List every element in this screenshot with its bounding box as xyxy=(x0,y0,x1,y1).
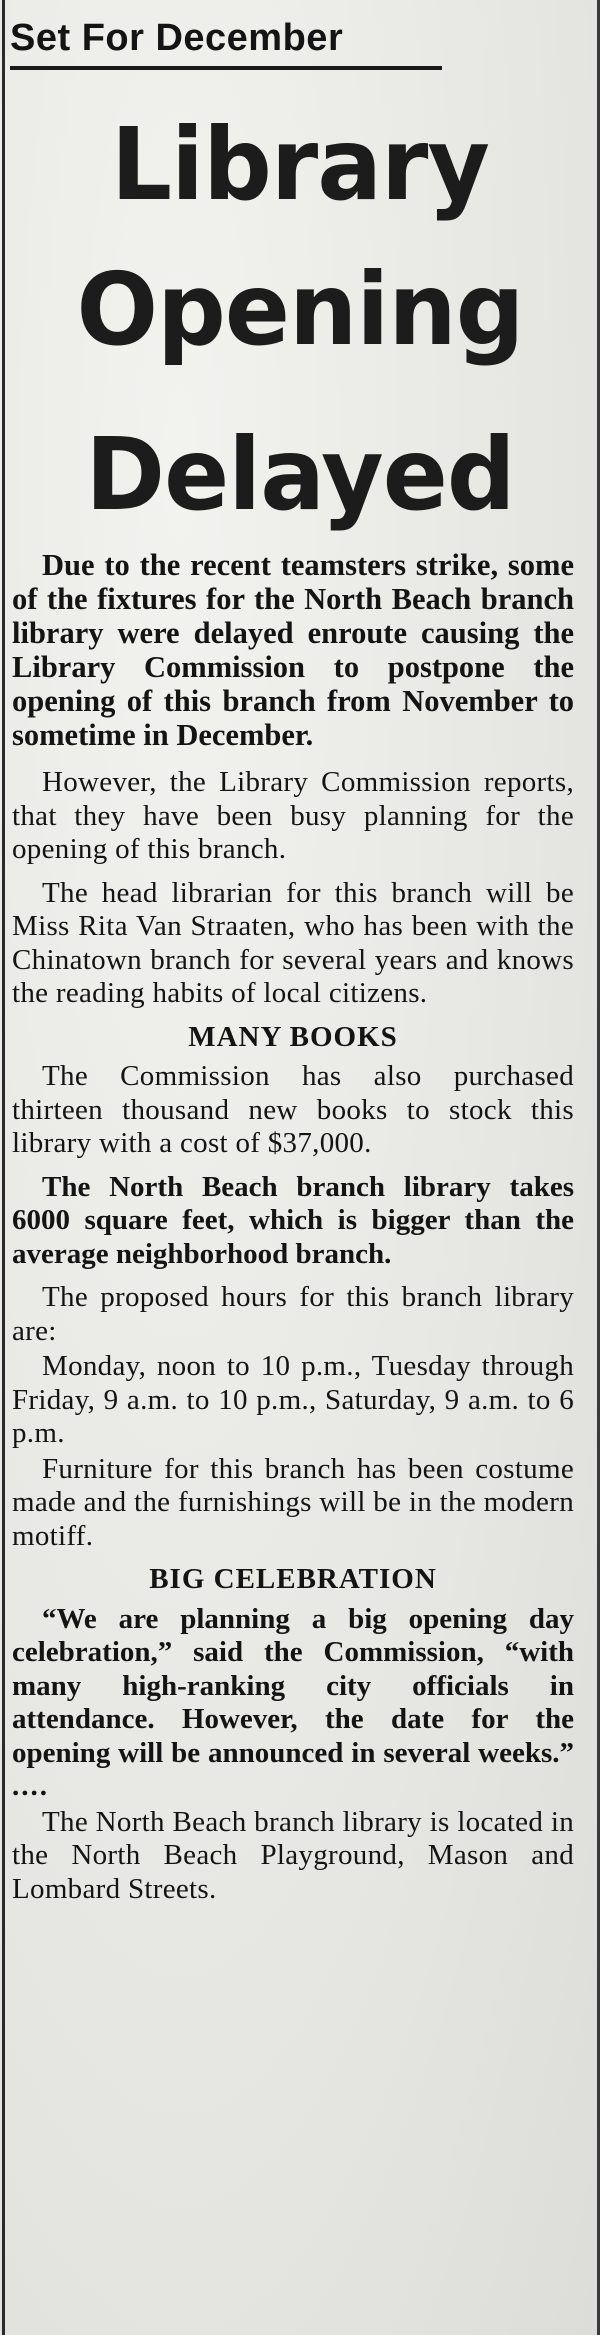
kicker-headline: Set For December xyxy=(10,17,344,59)
paragraph-12: The North Beach branch library is located in the North Beach Playground, Mason and Lombard Streets. xyxy=(12,1805,574,1905)
column-rule-left xyxy=(2,0,5,2335)
paragraph-lead: Due to the recent teamsters strike, some of the fixtures for the North Beach branch library were delayed enroute causing the Library Commission to postpone the opening of this branch from November to sometime in December. xyxy=(12,548,574,752)
paragraph-7: The proposed hours for this branch library are: xyxy=(12,1281,574,1347)
paragraph-11 xyxy=(12,1603,574,1804)
article-body xyxy=(12,548,574,1916)
paragraph-6: The North Beach branch library takes 6000 square feet, which is bigger than the average neighborhood branch. xyxy=(12,1170,574,1270)
kicker-underline xyxy=(10,66,442,70)
paragraph-11-text: “We are planning a big opening day celebration,” said the Commission, “with many high-ranking city officials in attendance. However, the date for the opening will be announced in several weeks.” xyxy=(12,1602,574,1769)
end-mark: .... xyxy=(12,1770,49,1802)
subhead-many-books: MANY BOOKS xyxy=(188,1020,398,1053)
headline-line-1: Library xyxy=(110,106,490,223)
paragraph-5: The Commission has also purchased thirteen thousand new books to stock this library with a cost of $37,000. xyxy=(12,1060,574,1159)
paragraph-2: However, the Library Commission reports, that they have been busy planning for the opening of this branch. xyxy=(12,766,574,865)
headline-line-3: Delayed xyxy=(85,416,515,533)
paragraph-3: The head librarian for this branch will be Miss Rita Van Straaten, who has been with the Chinatown branch for several years and knows the reading habits of local citizens. xyxy=(12,876,574,1009)
paragraph-9: Furniture for this branch has been costume made and the furnishings will be in the modern motiff. xyxy=(12,1452,574,1552)
headline-line-2: Opening xyxy=(76,251,524,368)
paragraph-8: Monday, noon to 10 p.m., Tuesday through Friday, 9 a.m. to 10 p.m., Saturday, 9 a.m. to 6 p.m. xyxy=(12,1350,574,1449)
subhead-big-celebration: BIG CELEBRATION xyxy=(149,1563,437,1595)
